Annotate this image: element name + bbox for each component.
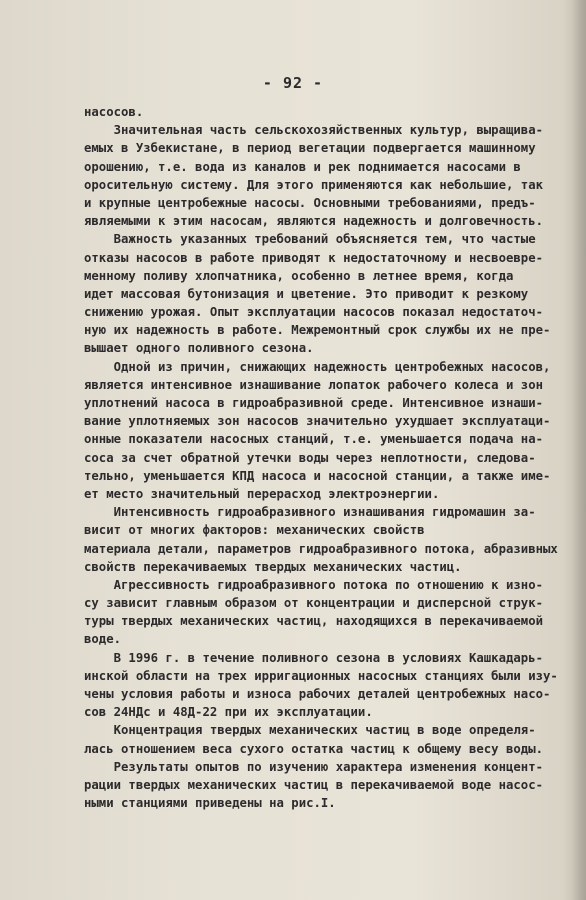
text-line: снижению урожая. Опыт эксплуатации насосов показал недостаточ- xyxy=(84,305,544,320)
text-line: менному поливу хлопчатника, особенно в летнее время, когда xyxy=(84,268,514,283)
text-line: ет место значительный перерасход электроэнергии. xyxy=(84,486,440,501)
text-line: идет массовая бутонизация и цветение. Это приводит к резкому xyxy=(84,286,529,301)
text-line: Значительная часть сельскохозяйственных культур, выращива- xyxy=(84,123,544,138)
text-line: В 1996 г. в течение поливного сезона в условиях Кашкадарь- xyxy=(84,650,544,665)
text-line: инской области на трех ирригационных насосных станциях были изу- xyxy=(84,668,558,683)
text-line: рации твердых механических частиц в перекачиваемой воде насос- xyxy=(84,777,544,792)
text-line: Результаты опытов по изучению характера изменения концент- xyxy=(84,759,544,774)
text-line: свойств перекачиваемых твердых механических частиц. xyxy=(84,559,462,574)
text-line: оросительную систему. Для этого применяются как небольшие, так xyxy=(84,177,544,192)
page-number: - 92 - xyxy=(262,74,324,92)
text-line: лась отношением веса сухого остатка частиц к общему весу воды. xyxy=(84,741,544,756)
text-line: ную их надежность в работе. Межремонтный срок службы их не пре- xyxy=(84,323,551,338)
text-line: материала детали, параметров гидроабразивного потока, абразивных xyxy=(84,541,558,556)
text-line: Одной из причин, снижающих надежность центробежных насосов, xyxy=(84,359,551,374)
text-line: емых в Узбекистане, в период вегетации подвергается машинному xyxy=(84,141,536,156)
text-line: насосов. xyxy=(84,105,144,119)
text-line: висит от многих факторов: механических свойств xyxy=(84,523,425,538)
text-line: вышает одного поливного сезона. xyxy=(84,341,314,356)
text-line: уплотнений насоса в гидроабразивной среде. Интенсивное изнаши- xyxy=(84,396,544,410)
text-line: соса за счет обратной утечки воды через неплотности, следова- xyxy=(84,450,536,465)
text-line: онные показатели насосных станций, т.е. уменьшается подача на- xyxy=(84,432,544,447)
text-line: ными станциями приведены на рис.I. xyxy=(84,796,336,811)
body-text xyxy=(84,103,580,812)
text-line: Концентрация твердых механических частиц в воде определя- xyxy=(84,723,536,738)
text-line: орошению, т.е. вода из каналов и рек поднимается насосами в xyxy=(84,159,521,174)
text-line: Агрессивность гидроабразивного потока по отношению к изно- xyxy=(84,577,544,592)
text-line: воде. xyxy=(84,632,122,647)
text-line: сов 24НДс и 48Д-22 при их эксплуатации. xyxy=(84,705,373,720)
text-line: чены условия работы и износа рабочих деталей центробежных насо- xyxy=(84,687,551,701)
text-line: являемыми к этим насосам, являются надежность и долговечность. xyxy=(84,214,544,229)
text-line: вание уплотняемых зон насосов значительно ухудшает эксплуатаци- xyxy=(84,414,551,429)
text-line: су зависит главным образом от концентрации и дисперсной струк- xyxy=(84,596,544,611)
text-line: и крупные центробежные насосы. Основными требованиями, предъ- xyxy=(84,195,536,210)
text-line: является интенсивное изнашивание лопаток рабочего колеса и зон xyxy=(84,377,544,392)
text-line: отказы насосов в работе приводят к недостаточному и несвоевре- xyxy=(84,250,544,265)
text-line: туры твердых механических частиц, находящихся в перекачиваемой xyxy=(84,614,544,629)
text-line: Интенсивность гидроабразивного изнашивания гидромашин за- xyxy=(84,505,536,520)
text-line: Важность указанных требований объясняется тем, что частые xyxy=(84,232,536,247)
text-line: тельно, уменьшается КПД насоса и насосной станции, а также име- xyxy=(84,468,551,483)
